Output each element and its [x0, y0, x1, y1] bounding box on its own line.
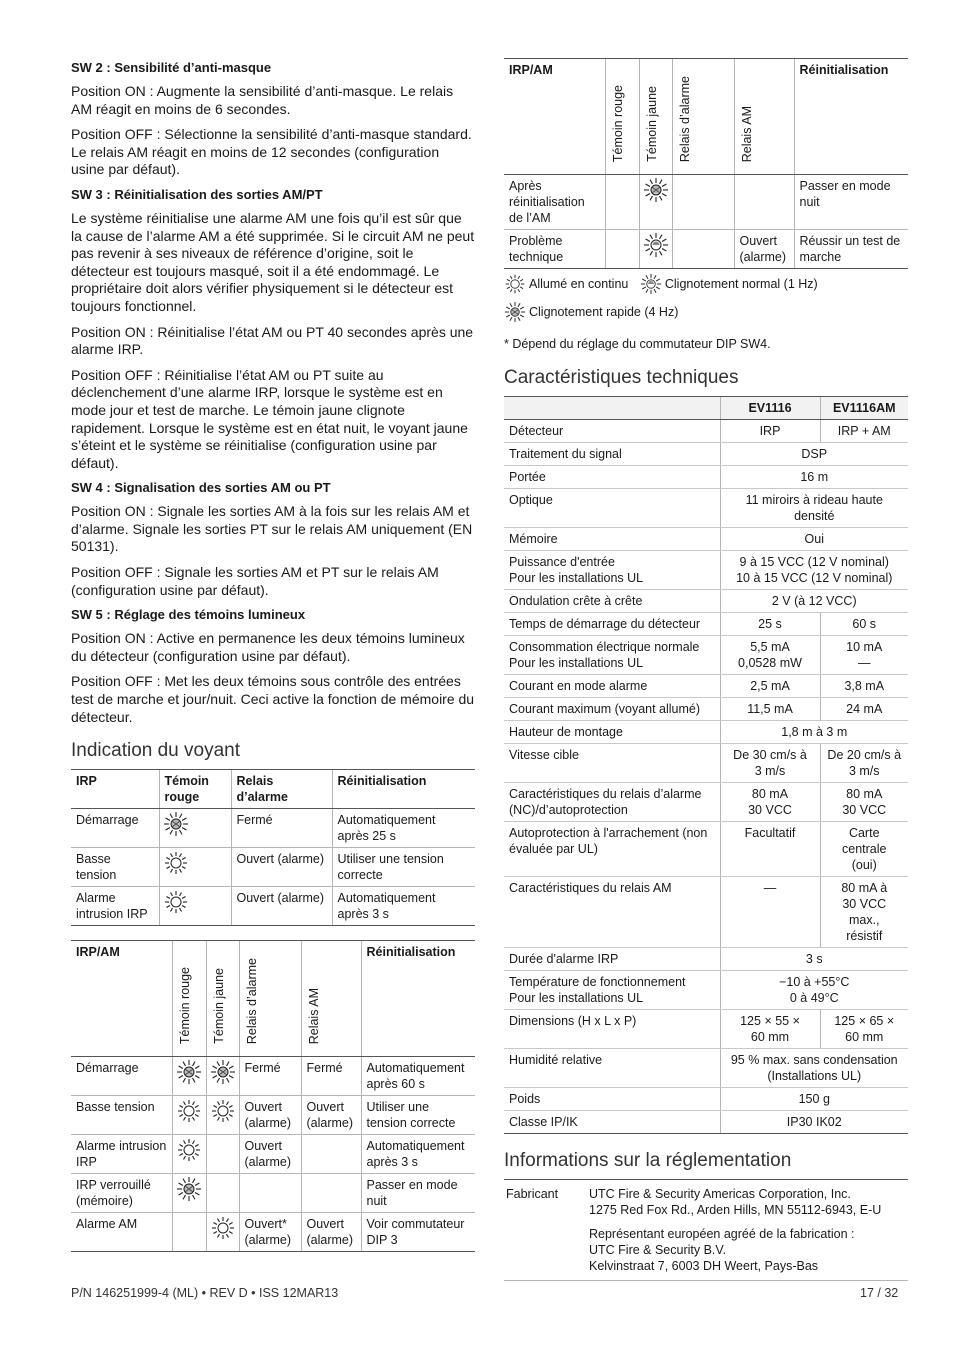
- specs-row-label: Humidité relative: [504, 1049, 720, 1088]
- led-red-on-icon: [163, 889, 189, 915]
- irpam-table-row: [71, 1096, 475, 1135]
- specs-row-value: 9 à 15 VCC (12 V nominal) 10 à 15 VCC (12 V nominal): [720, 551, 908, 590]
- specs-row-value: −10 à +55°C 0 à 49°C: [720, 971, 908, 1010]
- led-yellow-on-icon: [210, 1215, 236, 1241]
- specs-row-label: Caractéristiques du relais d’alarme (NC)/d’autoprotection: [504, 783, 720, 822]
- specs-row-value: 1,8 m à 3 m: [720, 721, 908, 744]
- sw5-on: Position ON : Active en permanence les deux témoins lumineux du détecteur (configuration usine par défaut).: [71, 630, 465, 664]
- irpam-cont-header-yellow: Témoin jaune: [644, 86, 659, 162]
- irpam-header-yellow: Témoin jaune: [211, 968, 226, 1045]
- specs-row-label: Température de fonctionnement Pour les installations UL: [504, 971, 720, 1010]
- specs-row-ev1116: 5,5 mA 0,0528 mW: [720, 636, 820, 675]
- legend-normal-label: Clignotement normal (1 Hz): [664, 277, 818, 291]
- specs-row: [504, 420, 908, 443]
- specs-row-label: Traitement du signal: [504, 443, 720, 466]
- irp-row-reset: Utiliser une tension correcte: [332, 848, 475, 887]
- irpam-table-row: [504, 230, 908, 269]
- specs-row: [504, 613, 908, 636]
- irpam-table-row: [71, 1057, 475, 1096]
- specs-row-label: Caractéristiques du relais AM: [504, 877, 720, 948]
- legend-on-label: Allumé en continu: [529, 277, 629, 291]
- irpam-row-reset: Automatiquement après 3 s: [361, 1135, 475, 1174]
- sw5-title: SW 5 : Réglage des témoins lumineux: [71, 607, 306, 623]
- specs-row: [504, 971, 908, 1010]
- specs-row: [504, 948, 908, 971]
- irpam-row-alarm: Fermé: [239, 1057, 301, 1096]
- irpam-row-alarm: [672, 230, 734, 269]
- irpam-row-reset: Passer en mode nuit: [361, 1174, 475, 1213]
- sw4-off: Position OFF : Signale les sorties AM et PT sur le relais AM (configuration usine par défaut).: [71, 564, 439, 598]
- specs-row-ev1116am: 24 mA: [820, 698, 908, 721]
- led-yellow-fast-icon: [210, 1059, 236, 1085]
- specs-row-ev1116am: 3,8 mA: [820, 675, 908, 698]
- sw3-title: SW 3 : Réinitialisation des sorties AM/PT: [71, 186, 323, 202]
- irpam-row-reset: Passer en mode nuit: [794, 175, 908, 230]
- irpam-table: [71, 940, 475, 1252]
- left-column: [71, 56, 475, 1252]
- irp-header-red: Témoin rouge: [159, 770, 231, 809]
- irpam-cont-header-alarm: Relais d’alarme: [677, 75, 692, 162]
- specs-row: [504, 528, 908, 551]
- irpam-row-reset: Utiliser une tension correcte: [361, 1096, 475, 1135]
- irpam-table-continued: [504, 58, 908, 269]
- irpam-row-alarm: Ouvert (alarme): [239, 1096, 301, 1135]
- sw4-on: Position ON : Signale les sorties AM à la fois sur les relais AM et d’alarme. Signale les sorties PT sur le relais AM uniquement (EN 50131).: [71, 503, 473, 555]
- specs-row: [504, 783, 908, 822]
- specs-row-label: Consommation électrique normale Pour les installations UL: [504, 636, 720, 675]
- specs-row-value: 3 s: [720, 948, 908, 971]
- irpam-row-label: Après réinitialisation de l’AM: [504, 175, 605, 230]
- irpam-header-am: Relais AM: [306, 987, 321, 1045]
- specs-row-ev1116am: De 20 cm/s à 3 m/s: [820, 744, 908, 783]
- irpam-header-label: IRP/AM: [71, 941, 172, 1057]
- led-red-fast-icon: [176, 1059, 202, 1085]
- irpam-row-alarm: [672, 175, 734, 230]
- specs-row: [504, 744, 908, 783]
- specs-row-ev1116: —: [720, 877, 820, 948]
- specs-row-value: 11 miroirs à rideau haute densité: [720, 489, 908, 528]
- specs-row: [504, 1088, 908, 1111]
- specs-row-ev1116: 80 mA 30 VCC: [720, 783, 820, 822]
- irpam-cont-header-label: IRP/AM: [504, 59, 605, 175]
- specs-row-label: Portée: [504, 466, 720, 489]
- specs-row-label: Courant maximum (voyant allumé): [504, 698, 720, 721]
- specs-row-label: Ondulation crête à crête: [504, 590, 720, 613]
- irpam-table-row: [71, 1135, 475, 1174]
- irpam-cont-header-am: Relais AM: [739, 105, 754, 162]
- irpam-table-row: [71, 1213, 475, 1252]
- irpam-cont-header-red: Témoin rouge: [610, 84, 625, 162]
- irpam-row-label: Démarrage: [71, 1057, 172, 1096]
- sw3-intro: Le système réinitialise une alarme AM une fois qu’il est sûr que la cause de l’alarme AM a été supprimée. Si le circuit AM ne peut pas revenir à ses niveaux de référence d’origine, soit le détecteur est toujours masqué, soit il a été endommagé. Le propriétaire doit alors vérifier physiquement si le détecteur est toujours fonctionnel.: [71, 209, 475, 314]
- irp-row-label: Basse tension: [71, 848, 159, 887]
- irpam-row-label: Alarme intrusion IRP: [71, 1135, 172, 1174]
- irpam-row-am: Ouvert (alarme): [301, 1213, 361, 1252]
- irpam-row-reset: Voir commutateur DIP 3: [361, 1213, 475, 1252]
- irpam-row-am: [301, 1135, 361, 1174]
- specs-row-label: Autoprotection à l'arrachement (non évaluée par UL): [504, 822, 720, 877]
- specs-row-value: 2 V (à 12 VCC): [720, 590, 908, 613]
- specs-row-label: Poids: [504, 1088, 720, 1111]
- right-column: [504, 58, 908, 1281]
- specs-row-label: Durée d'alarme IRP: [504, 948, 720, 971]
- specs-row-label: Optique: [504, 489, 720, 528]
- specs-row-label: Classe IP/IK: [504, 1111, 720, 1134]
- specs-col-ev1116: EV1116: [720, 397, 820, 420]
- specs-row-ev1116am: 80 mA 30 VCC: [820, 783, 908, 822]
- specs-row: [504, 636, 908, 675]
- irp-row-relay: Ouvert (alarme): [231, 848, 332, 887]
- irpam-row-alarm: [239, 1174, 301, 1213]
- led-red-on-icon: [176, 1098, 202, 1124]
- specs-row-ev1116am: 10 mA —: [820, 636, 908, 675]
- irp-row-reset: Automatiquement après 3 s: [332, 887, 475, 926]
- specs-row-value: 150 g: [720, 1088, 908, 1111]
- irpam-row-reset: Automatiquement après 60 s: [361, 1057, 475, 1096]
- irpam-header-red: Témoin rouge: [177, 967, 192, 1045]
- dip-note: * Dépend du réglage du commutateur DIP SW4.: [504, 337, 771, 351]
- legend-fast-label: Clignotement rapide (4 Hz): [529, 305, 679, 319]
- specs-row: [504, 1111, 908, 1134]
- specs-row-value: Oui: [720, 528, 908, 551]
- specs-row-ev1116: Facultatif: [720, 822, 820, 877]
- led-red-on-icon: [176, 1137, 202, 1163]
- specs-row: [504, 721, 908, 744]
- regulation-table: [504, 1179, 908, 1281]
- specs-row-label: Détecteur: [504, 420, 720, 443]
- specs-row-label: Mémoire: [504, 528, 720, 551]
- specs-row: [504, 443, 908, 466]
- specs-row-ev1116am: 80 mA à 30 VCC max., résistif: [820, 877, 908, 948]
- specs-row: [504, 1049, 908, 1088]
- specs-row-ev1116am: IRP + AM: [820, 420, 908, 443]
- irp-row-label: Démarrage: [71, 809, 159, 848]
- manufacturer-label: Fabricant: [504, 1180, 587, 1225]
- specs-row-ev1116am: Carte centrale (oui): [820, 822, 908, 877]
- irp-table-row: [71, 887, 475, 926]
- irpam-row-label: Problème technique: [504, 230, 605, 269]
- specs-row-ev1116: 11,5 mA: [720, 698, 820, 721]
- irpam-header-reset: Réinitialisation: [361, 941, 475, 1057]
- led-normal-blink-icon: [640, 273, 662, 295]
- sw4-title: SW 4 : Signalisation des sorties AM ou PT: [71, 480, 331, 496]
- irpam-header-alarm: Relais d’alarme: [244, 958, 259, 1045]
- led-yellow-normal-icon: [643, 232, 669, 258]
- sw2-off: Position OFF : Sélectionne la sensibilité d’anti-masque standard. Le relais AM réagit en moins de 12 secondes (configuration usine par défaut).: [71, 126, 472, 178]
- led-red-fast-icon: [176, 1176, 202, 1202]
- sw2-on: Position ON : Augmente la sensibilité d’anti-masque. Le relais AM réagit en moins de 6 secondes.: [71, 83, 454, 117]
- irpam-row-am: Ouvert (alarme): [301, 1096, 361, 1135]
- irp-header-reset: Réinitialisation: [332, 770, 475, 809]
- specs-row-ev1116: De 30 cm/s à 3 m/s: [720, 744, 820, 783]
- footer-page-number: 17 / 32: [860, 1286, 899, 1300]
- specs-row-ev1116am: 125 × 65 × 60 mm: [820, 1010, 908, 1049]
- specs-row: [504, 551, 908, 590]
- specs-row-label: Hauteur de montage: [504, 721, 720, 744]
- sw2-title: SW 2 : Sensibilité d’anti-masque: [71, 60, 272, 75]
- led-red-fast-icon: [163, 811, 189, 837]
- specs-row-ev1116: 25 s: [720, 613, 820, 636]
- irp-table-row: [71, 848, 475, 887]
- manufacturer-address: UTC Fire & Security Americas Corporation, Inc. 1275 Red Fox Rd., Arden Hills, MN 55112-6943, E-U: [587, 1180, 908, 1225]
- irp-row-relay: Fermé: [231, 809, 332, 848]
- led-yellow-on-icon: [210, 1098, 236, 1124]
- specs-table: [504, 396, 908, 1134]
- sw3-on: Position ON : Réinitialise l’état AM ou PT 40 secondes après une alarme IRP.: [71, 323, 474, 358]
- specs-row-ev1116am: 60 s: [820, 613, 908, 636]
- irpam-row-label: IRP verrouillé (mémoire): [71, 1174, 172, 1213]
- irp-table-row: [71, 809, 475, 848]
- specs-row-label: Courant en mode alarme: [504, 675, 720, 698]
- irpam-row-alarm: Ouvert* (alarme): [239, 1213, 301, 1252]
- specs-col-ev1116am: EV1116AM: [820, 397, 908, 420]
- specs-row-value: DSP: [720, 443, 908, 466]
- irpam-table-row: [71, 1174, 475, 1213]
- specs-row-ev1116: 125 × 55 × 60 mm: [720, 1010, 820, 1049]
- irpam-row-label: Alarme AM: [71, 1213, 172, 1252]
- specs-row-value: 95 % max. sans condensation (Installations UL): [720, 1049, 908, 1088]
- specs-row: [504, 877, 908, 948]
- irp-row-relay: Ouvert (alarme): [231, 887, 332, 926]
- sw5-off: Position OFF : Met les deux témoins sous contrôle des entrées test de marche et jour/nuit. Ceci active la fonction de mémoire du détecteur.: [71, 673, 475, 725]
- irpam-row-am: Ouvert (alarme): [734, 230, 794, 269]
- specs-row: [504, 675, 908, 698]
- irpam-cont-header-reset: Réinitialisation: [794, 59, 908, 175]
- specs-row-value: 16 m: [720, 466, 908, 489]
- specs-row-label: Vitesse cible: [504, 744, 720, 783]
- specs-row: [504, 466, 908, 489]
- specs-row-label: Puissance d'entrée Pour les installations UL: [504, 551, 720, 590]
- irpam-row-am: [301, 1174, 361, 1213]
- led-legend: [504, 273, 908, 329]
- led-indication-heading: Indication du voyant: [71, 740, 241, 762]
- specs-row-ev1116: IRP: [720, 420, 820, 443]
- led-on-icon: [504, 273, 526, 295]
- footer-part-number: P/N 146251999-4 (ML) • REV D • ISS 12MAR13: [71, 1286, 339, 1300]
- specs-row: [504, 698, 908, 721]
- specs-row-ev1116: 2,5 mA: [720, 675, 820, 698]
- irpam-row-am: Fermé: [301, 1057, 361, 1096]
- specs-row: [504, 489, 908, 528]
- irpam-row-am: [734, 175, 794, 230]
- irp-table: [71, 769, 475, 926]
- irp-row-label: Alarme intrusion IRP: [71, 887, 159, 926]
- specs-row: [504, 1010, 908, 1049]
- specs-row: [504, 590, 908, 613]
- specs-row-label: Temps de démarrage du détecteur: [504, 613, 720, 636]
- regulation-heading: Informations sur la réglementation: [504, 1150, 792, 1171]
- led-fast-blink-icon: [504, 301, 526, 323]
- eu-representative: Représentant européen agréé de la fabrication : UTC Fire & Security B.V. Kelvinstraat 7, 6003 DH Weert, Pays-Bas: [587, 1224, 908, 1281]
- specs-heading: Caractéristiques techniques: [504, 367, 739, 388]
- irp-header-relay: Relais d’alarme: [231, 770, 332, 809]
- irp-header-label: IRP: [71, 770, 159, 809]
- irpam-row-alarm: Ouvert (alarme): [239, 1135, 301, 1174]
- irpam-table-row: [504, 175, 908, 230]
- specs-row-label: Dimensions (H x L x P): [504, 1010, 720, 1049]
- led-yellow-fast-icon: [643, 177, 669, 203]
- sw3-off: Position OFF : Réinitialise l’état AM ou PT suite au déclenchement d’une alarme IRP, lorsque le système est en mode jour et test de marche. Le témoin jaune clignote rapidement. Lorsque le système est en état nuit, le voyant jaune s’éteint et le système se réinitialise (configuration usine par défaut).: [71, 366, 468, 471]
- led-red-on-icon: [163, 850, 189, 876]
- specs-row: [504, 822, 908, 877]
- irpam-row-reset: Réussir un test de marche: [794, 230, 908, 269]
- irp-row-reset: Automatiquement après 25 s: [332, 809, 475, 848]
- irpam-row-label: Basse tension: [71, 1096, 172, 1135]
- specs-row-value: IP30 IK02: [720, 1111, 908, 1134]
